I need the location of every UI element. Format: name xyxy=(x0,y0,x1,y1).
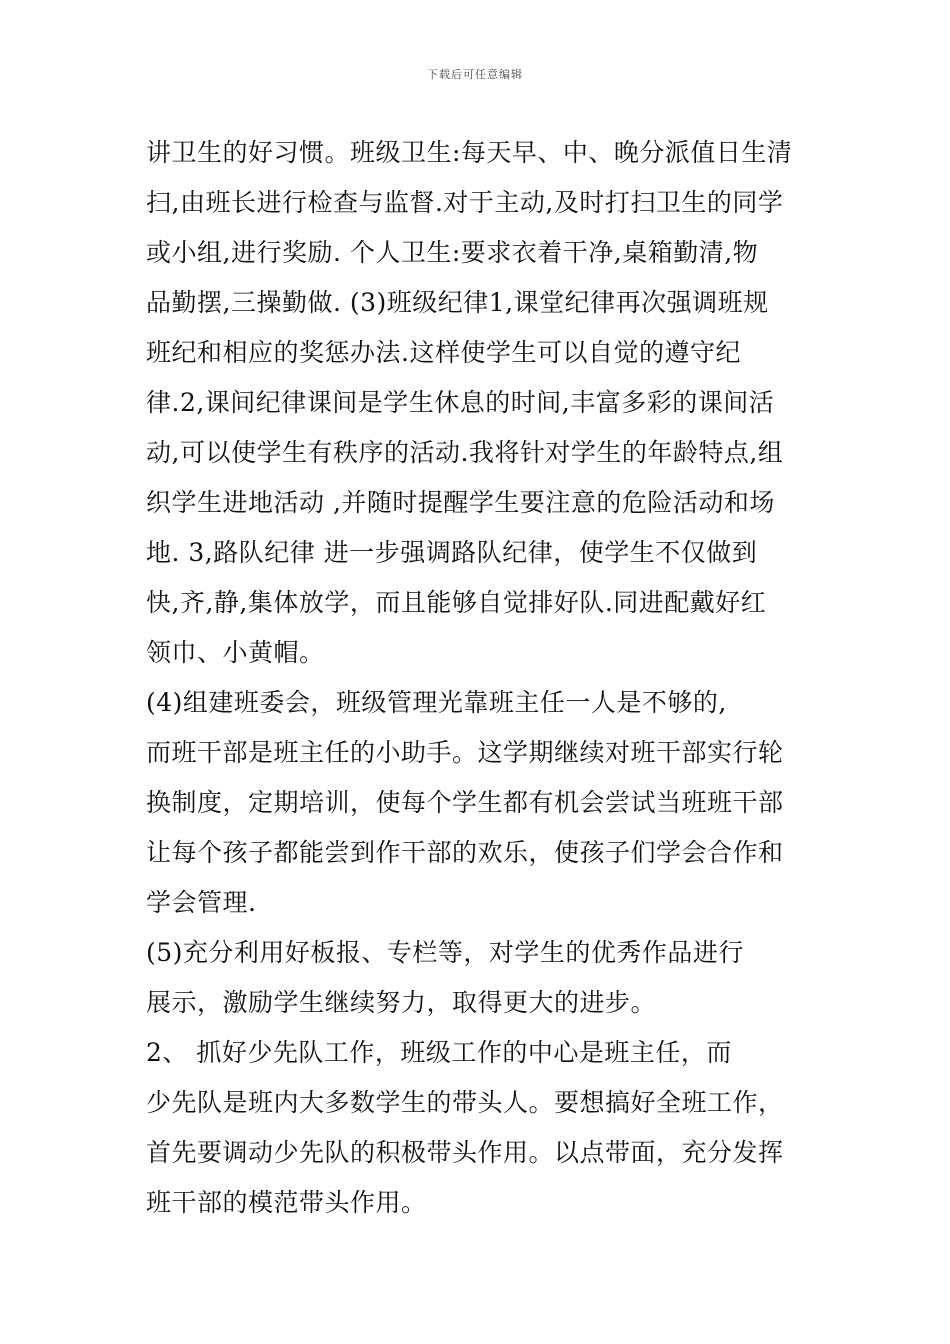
document-body xyxy=(146,128,810,1228)
text-line: 动,可以使学生有秩序的活动.我将针对学生的年龄特点,组 xyxy=(146,438,784,467)
text-line: 地. 3,路队纪律 进一步强调路队纪律，使学生不仅做到 xyxy=(146,538,758,567)
text-line: 让每个孩子都能尝到作干部的欢乐，使孩子们学会合作和 xyxy=(146,838,784,867)
text-line: 而班干部是班主任的小助手。这学期继续对班干部实行轮 xyxy=(146,738,784,767)
text-line: 品勤摆,三操勤做. (3)班级纪律1,课堂纪律再次强调班规 xyxy=(146,288,769,317)
text-line: 讲卫生的好习惯。班级卫生:每天早、中、晚分派值日生清 xyxy=(146,138,793,167)
text-line: 换制度，定期培训，使每个学生都有机会尝试当班班干部 xyxy=(146,788,784,817)
text-line: 少先队是班内大多数学生的带头人。要想搞好全班工作， xyxy=(146,1088,784,1117)
text-line: 织学生进地活动 ,并随时提醒学生要注意的危险活动和场 xyxy=(146,488,775,517)
text-line: 班纪和相应的奖惩办法.这样使学生可以自觉的遵守纪 xyxy=(146,338,741,367)
text-line: 班干部的模范带头作用。 xyxy=(146,1188,427,1217)
text-line: 扫,由班长进行检查与监督.对于主动,及时打扫卫生的同学 xyxy=(146,188,784,217)
header-note: 下载后可任意编辑 xyxy=(427,68,523,81)
text-line: 或小组,进行奖励. 个人卫生:要求衣着干净,桌箱勤清,物 xyxy=(146,238,759,267)
text-line: 学会管理. xyxy=(146,888,257,917)
text-line: (5)充分利用好板报、专栏等，对学生的优秀作品进行 xyxy=(146,938,744,967)
text-line: 领巾、小黄帽。 xyxy=(146,638,325,667)
text-line: 展示，激励学生继续努力，取得更大的进步。 xyxy=(146,988,657,1017)
text-line: 律.2,课间纪律课间是学生休息的时间,丰富多彩的课间活 xyxy=(146,388,775,417)
text-line: 2、 抓好少先队工作，班级工作的中心是班主任，而 xyxy=(146,1038,732,1067)
text-line: 首先要调动少先队的积极带头作用。以点带面，充分发挥 xyxy=(146,1138,784,1167)
text-line: (4)组建班委会，班级管理光靠班主任一人是不够的, xyxy=(146,688,727,717)
text-line: 快,齐,静,集体放学，而且能够自觉排好队.同进配戴好红 xyxy=(146,588,767,617)
